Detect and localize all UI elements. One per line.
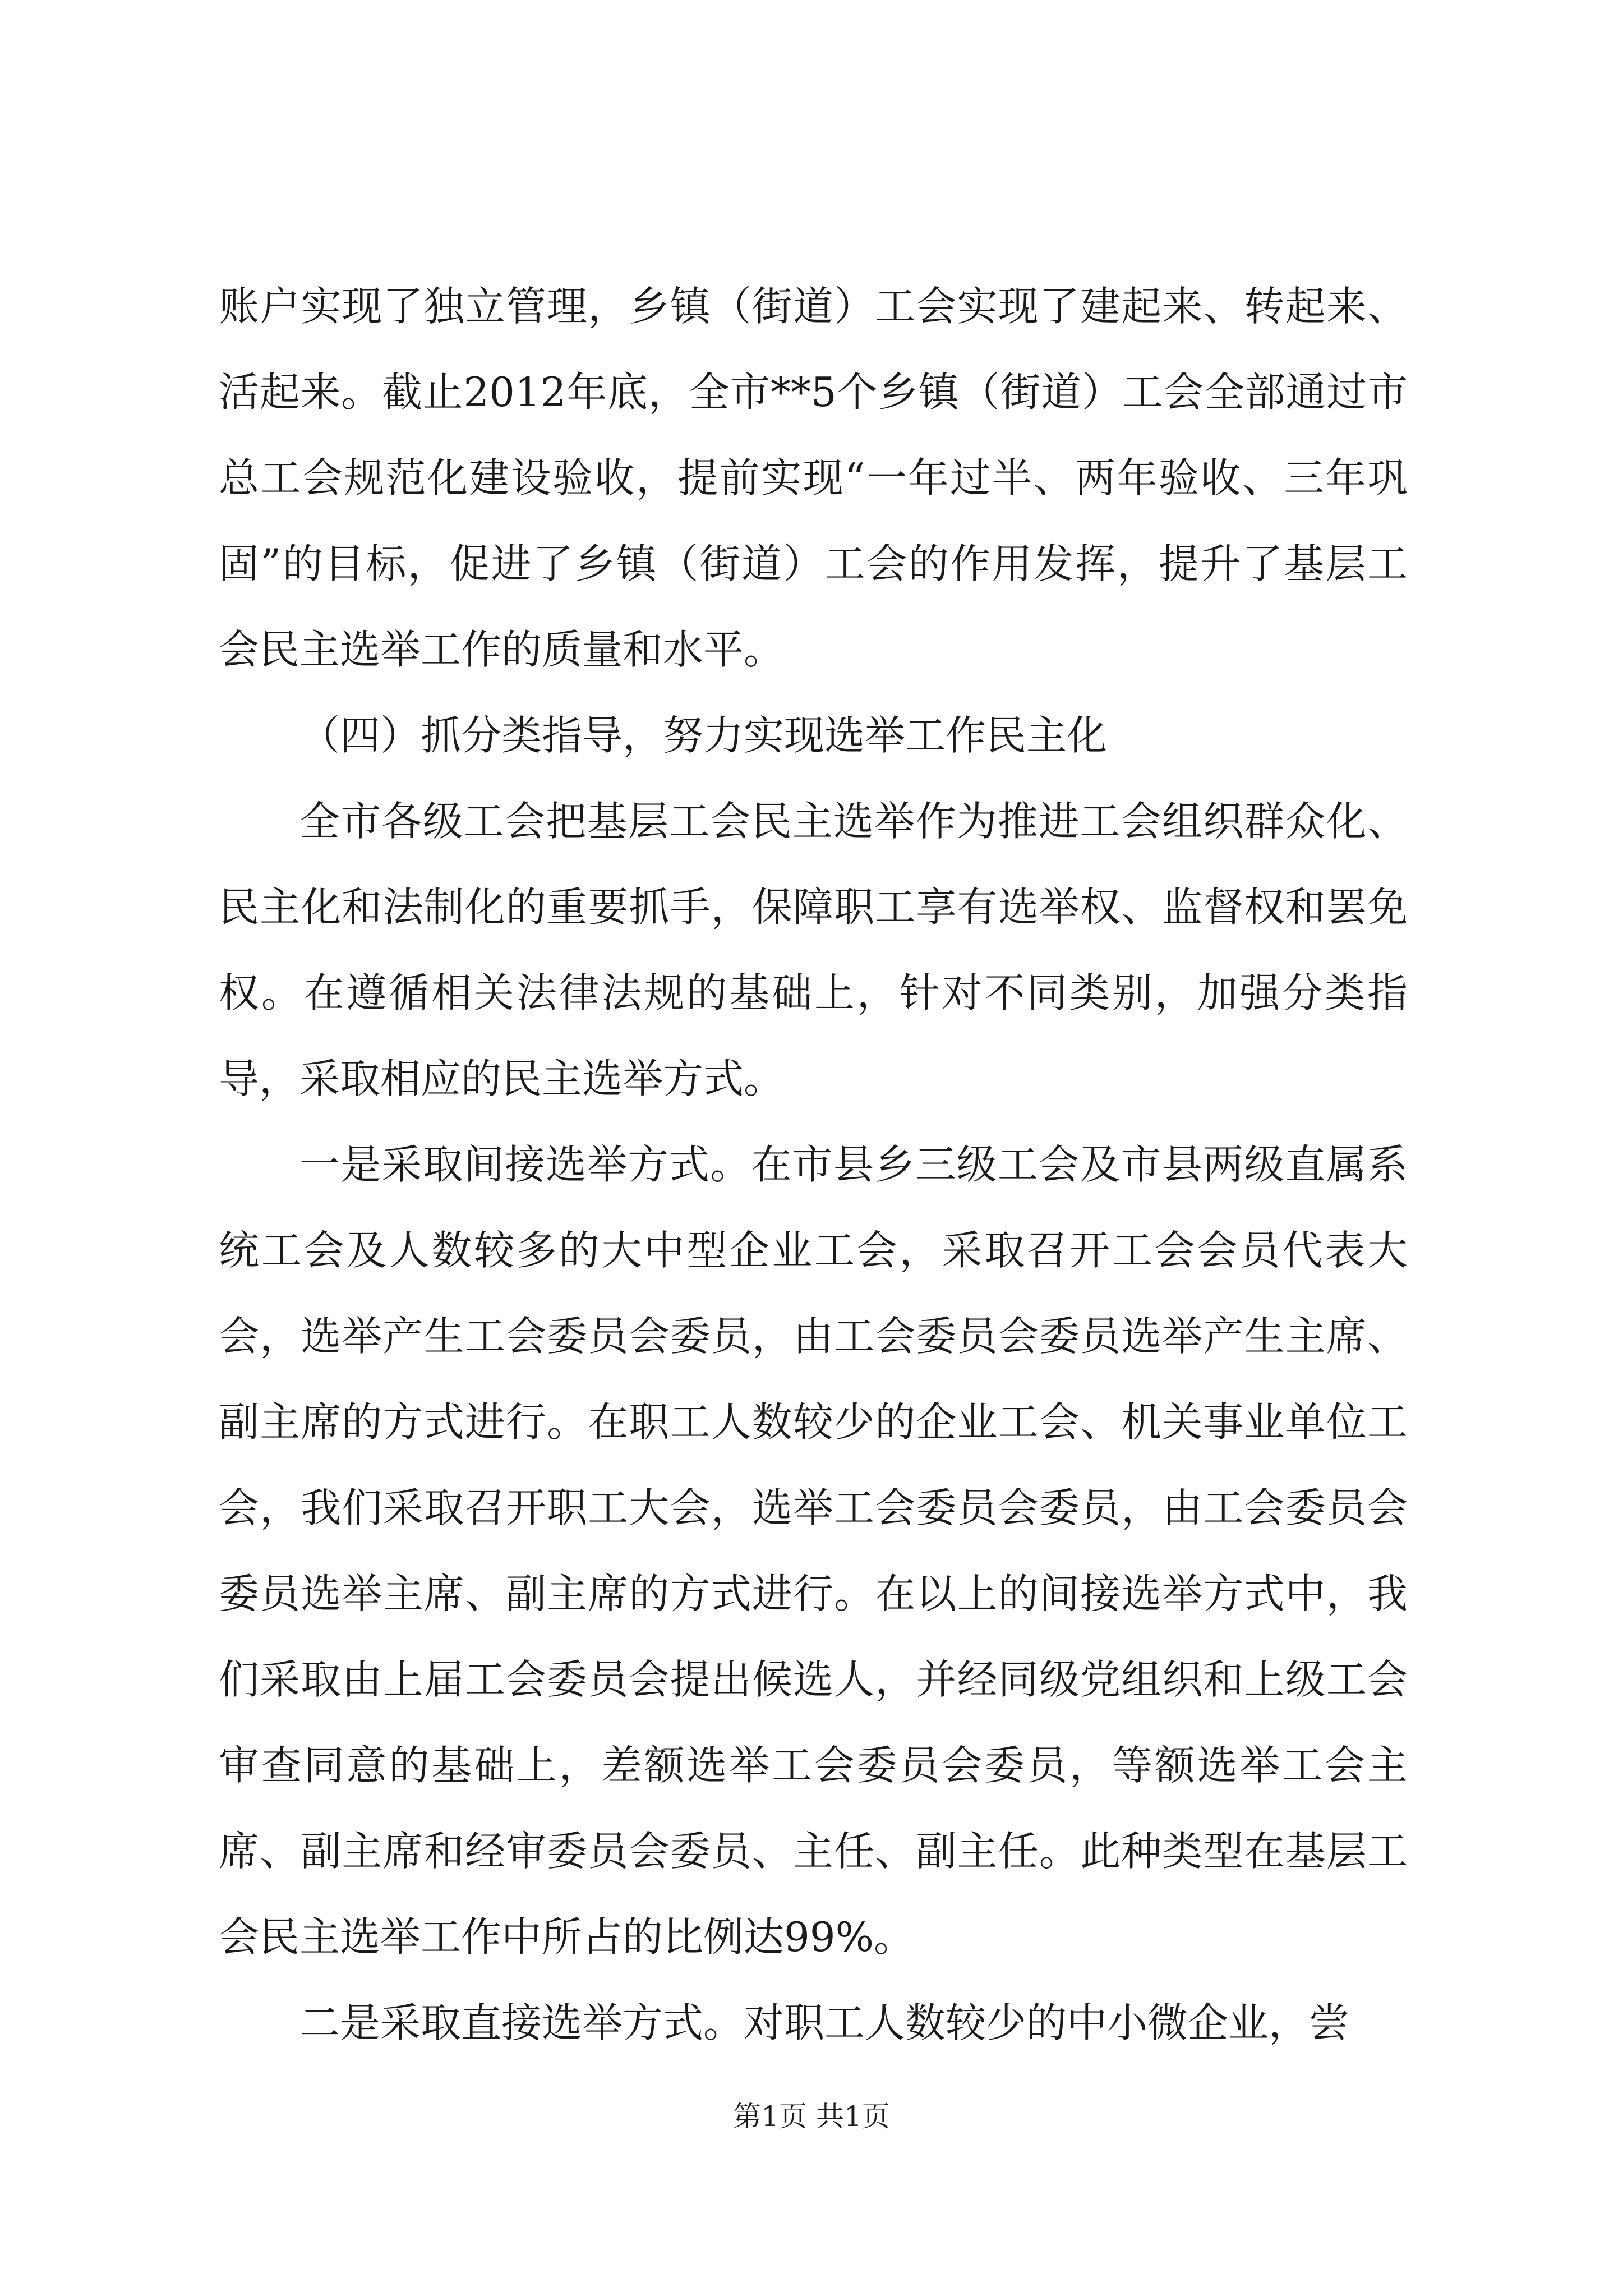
document-body [219,264,1408,2066]
paragraph-continuation: 账户实现了独立管理，乡镇（街道）工会实现了建起来、转起来、活起来。截止2012年底，全市**5个乡镇（街道）工会全部通过市总工会规范化建设验收，提前实现“一年过半、两年验收、三年巩固”的目标，促进了乡镇（街道）工会的作用发挥，提升了基层工会民主选举工作的质量和水平。 [219,283,1408,673]
paragraph: 全市各级工会把基层工会民主选举作为推进工会组织群众化、民主化和法制化的重要抓手，保障职工享有选举权、监督权和罢免权。在遵循相关法律法规的基础上，针对不同类别，加强分类指导，采取相应的民主选举方式。 [219,798,1408,1102]
paragraph: 一是采取间接选举方式。在市县乡三级工会及市县两级直属系统工会及人数较多的大中型企业工会，采取召开工会会员代表大会，选举产生工会委员会委员，由工会委员会委员选举产生主席、副主席的方式进行。在职工人数较少的企业工会、机关事业单位工会，我们采取召开职工大会，选举工会委员会委员，由工会委员会委员选举主席、副主席的方式进行。在以上的间接选举方式中，我们采取由上届工会委员会提出候选人，并经同级党组织和上级工会审查同意的基础上，差额选举工会委员会委员，等额选举工会主席、副主席和经审委员会委员、主任、副主任。此种类型在基层工会民主选举工作中所占的比例达99%。 [219,1141,1408,1961]
section-heading: （四）抓分类指导，努力实现选举工作民主化 [299,712,1108,759]
paragraph: 二是采取直接选举方式。对职工人数较少的中小微企业，尝 [299,1999,1350,2046]
page-footer: 第1页 共1页 [733,2100,890,2133]
